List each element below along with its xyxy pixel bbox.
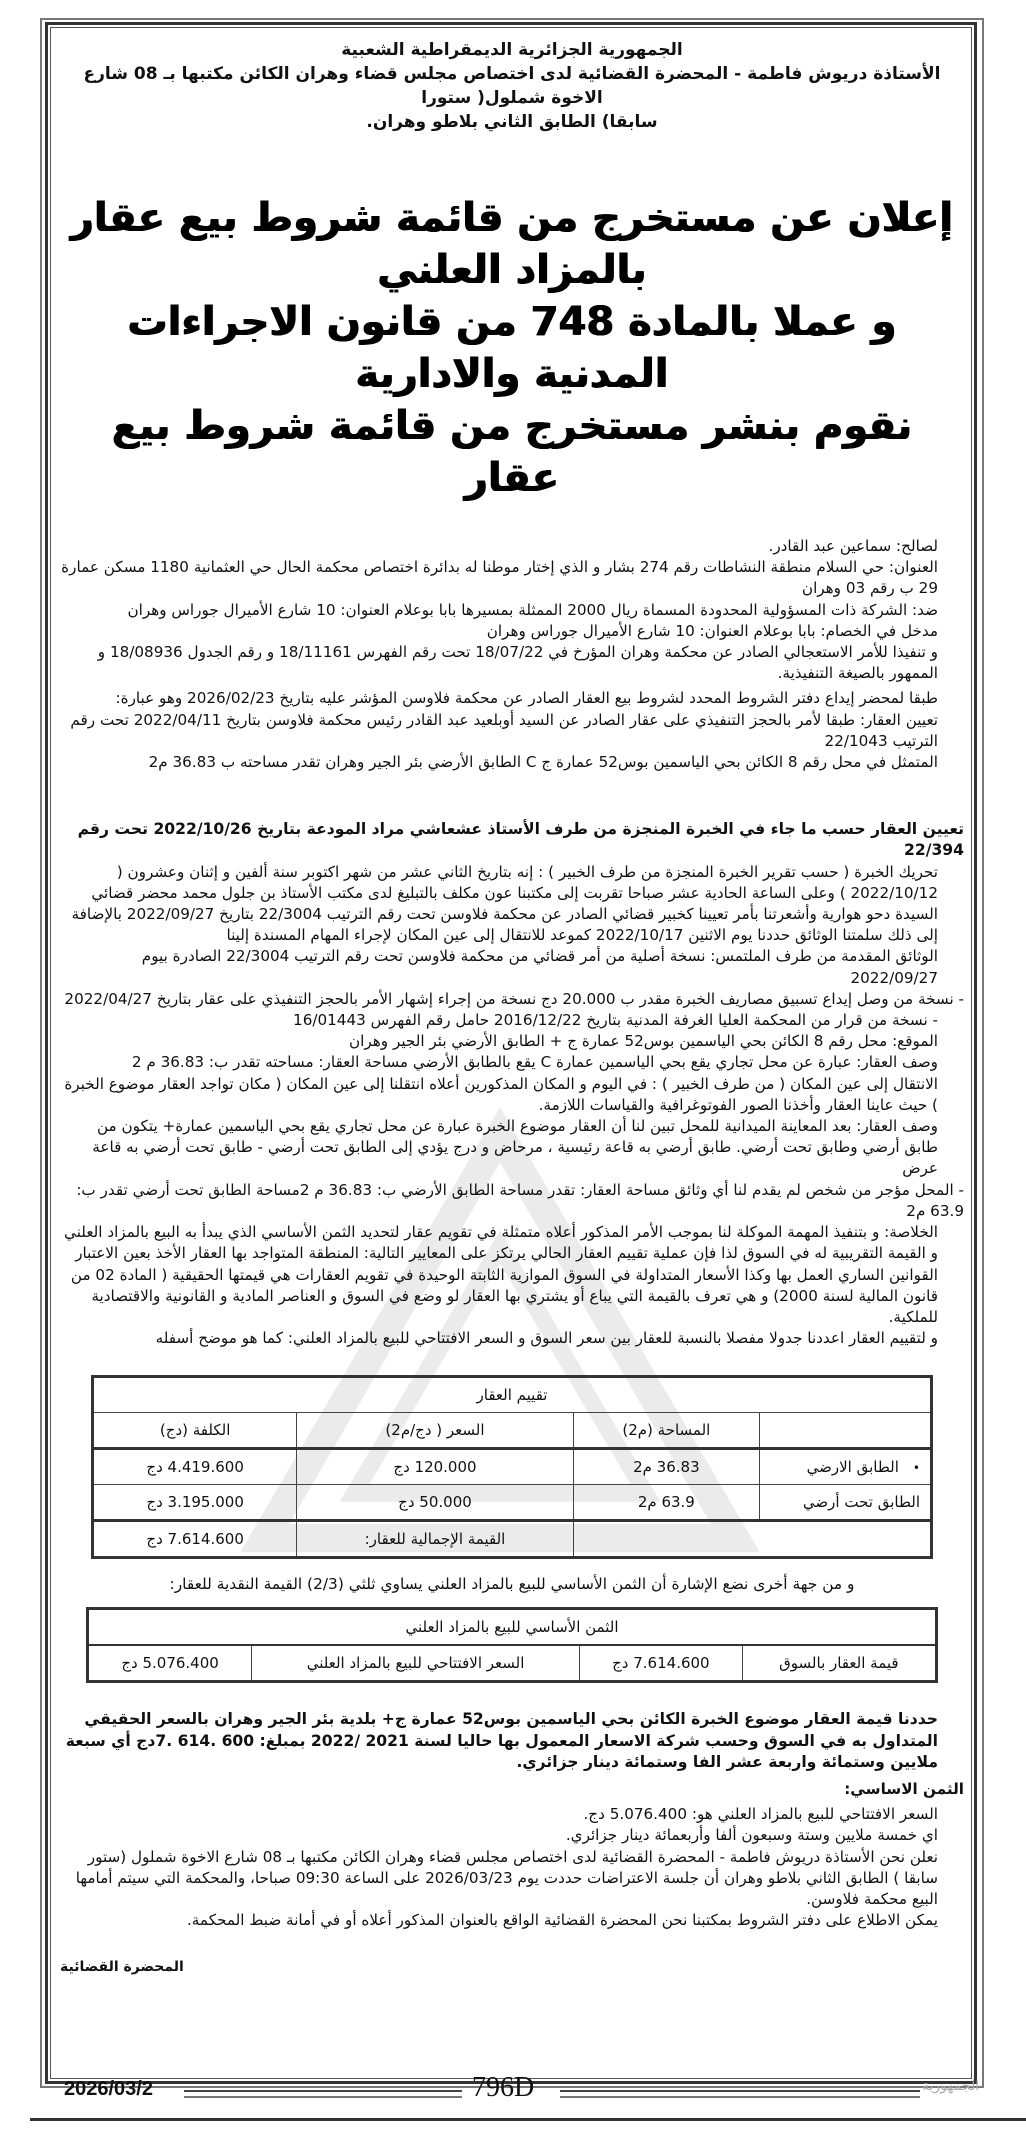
newspaper-brand: الجمهورية — [922, 2078, 980, 2094]
expertise-section — [60, 819, 964, 1349]
title-line-2: و عملا بالمادة 748 من قانون الاجراءات المدنية والادارية — [127, 299, 897, 397]
table-row — [88, 1645, 937, 1682]
footer-rule-left — [184, 2090, 462, 2098]
document-header — [60, 38, 964, 134]
row-cost: 3.195.000 دج — [93, 1485, 297, 1521]
expertise-p11: و لتقييم العقار اعددنا جدولا مفصلا بالنسبة للعقار بين سعر السوق و السعر الافتتاحي للبيع بالمزاد العلني: كما هو موضح أسفله — [155, 1329, 938, 1348]
valuation-table-title: تقييم العقار — [93, 1377, 932, 1413]
expertise-p4: - نسخة من قرار من المحكمة العليا الغرفة المدنية بتاريخ 2016/12/22 حامل رقم الفهرس 16/01443 — [293, 1011, 938, 1030]
deposit-p1: طبقا لمحضر إيداع دفتر الشروط المحدد لشروط بيع العقار الصادر عن محكمة فلاوسن المؤشر عليه بتاريخ 2026/02/23 وهو عبارة: — [115, 689, 938, 708]
deposit-p3: المتمثل في محل رقم 8 الكائن بحي الياسمين بوس52 عمارة ج C الطابق الأرضي بئر الجير وهران تقدر مساحته ب 36.83 م2 — [148, 753, 938, 772]
total-value: 7.614.600 دج — [93, 1521, 297, 1558]
header-blank — [760, 1413, 932, 1449]
republic-name: الجمهورية الجزائرية الديمقراطية الشعبية — [341, 40, 683, 60]
total-row — [93, 1521, 932, 1558]
expertise-p8: وصف العقار: بعد المعاينة الميدانية للمحل تبين لنا أن العقار موضوع الخبرة عبارة عن محل تجاري يقع بحي الياسمين عمارة+ يتكون من طابق أرضي وطابق تحت أرضي. طابق أرضي به قاعة رئيسية ، مرحاض و درج يؤدي إلى الطابق تحت أرضي - طابق تحت أرضي به قاعة عرض — [92, 1117, 938, 1178]
intervener: مدخل في الخصام: بابا بوعلام العنوان: 10 شارع الأميرال جوراس وهران — [486, 621, 938, 640]
base-price-note: و من جهة أخرى نضع الإشارة أن الثمن الأساسي للبيع بالمزاد العلني يساوي ثلثي (2/3) القيمة النقدية للعقار: — [169, 1575, 855, 1594]
base-price-heading: الثمن الاساسي: — [844, 1779, 964, 1798]
expertise-p1: تحريك الخبرة ( حسب تقرير الخبرة المنجزة من طرف الخبير ) : إنه بتاريخ الثاني عشر من شهر اكتوبر سنة ألفين و إثنان وعشرون ( 2022/10/12 ) وعلى الساعة الحادية عشر صباحا تقربت إلى مكتبنا عون مكلف بالتبليغ لدى مكتب الأستاذ بن جلول محمد محضر قضائي السيدة دحو هوارية وأشعرتنا بأمر تعيينا كخبير قضائي الصادر عن محكمة فلاوسن تحت رقم الترتيب 22/3004 بتاريخ 2022/09/27 بالإضافة إلى ذلك سلمتنا الوثائق حددنا يوم الاثنين 2022/10/17 كموعد للانتقال إلى عين المكان لإجراء المهام المسندة إلينا — [71, 862, 938, 945]
expertise-p6: وصف العقار: عبارة عن محل تجاري يقع بحي الياسمين عمارة C يقع بالطابق الأرضي مساحة العقار: مساحته تقدر ب: 36.83 م 2 — [131, 1053, 938, 1072]
bailiff-office-line1: الأستاذة دريوش فاطمة - المحضرة القضائية لدى اختصاص مجلس قضاء وهران الكائن مكتبها بـ 08 شارع الاخوة شملول( ستورا — [83, 64, 941, 108]
total-spacer — [573, 1521, 931, 1558]
ad-code: 796D — [472, 2072, 535, 2103]
announcement-title — [60, 192, 964, 504]
expertise-p7: الانتقال إلى عين المكان ( من طرف الخبير ) : في اليوم و المكان المذكورين أعلاه انتقلنا إلى عين المكان ( مكان تواجد العقار موضوع الخبرة ) حيث عاينا العقار وأخذنا الصور الفوتوغرافية والقياسات اللازمة. — [64, 1074, 938, 1114]
deposit-p2: تعيين العقار: طبقا لأمر بالحجز التنفيذي على عقار الصادر عن السيد أوبلعيد عبد القادر رئيس محكمة فلاوسن بتاريخ 2022/04/11 تحت رقم الترتيب 22/1043 — [70, 710, 938, 750]
opening-price-label: السعر الافتتاحي للبيع بالمزاد العلني — [252, 1645, 580, 1682]
expertise-p10: الخلاصة: و بتنفيذ المهمة الموكلة لنا بموجب الأمر المذكور أعلاه متمثلة في تقويم عقار لتحديد الثمن الأساسي الذي يبدأ به البيع بالمزاد العلني و القيمة التقريبية له في السوق لذا فإن عملية تقييم العقار الحالي يرتكز على المعايير التالية: المنطقة المتواجد بها العقار الأخذ بعين الاعتبار القوانين الساري العمل بها وكذا الأسعار المتداولة في السوق الموازية الثابتة الوحيدة في تقويم العقارات هي قيمتها الحقيقية ( المادة 02 من قانون المالية لسنة 2000) و هي تعرف بالقيمة التي يباع أو يشتري بها العقار لو وضع في السوق و العناصر المادية و القانونية والاقتصادية للملكية. — [64, 1223, 938, 1326]
signature — [60, 1959, 964, 1975]
row-cost: 4.419.600 دج — [93, 1449, 297, 1485]
plaintiff-address: العنوان: حي السلام منطقة النشاطات رقم 274 بشار و الذي إختار موطنا له بدائرة اختصاص محكمة الحال حي العثمانية 1180 مسكن عمارة 29 ب رقم 03 وهران — [61, 558, 938, 598]
opening-price-words: اي خمسة ملايين وستة وسبعون ألفا وأربعمائة دينار جزائري. — [565, 1826, 938, 1845]
market-value: 7.614.600 دج — [579, 1645, 742, 1682]
publication-date: 2026/03/2 — [64, 2078, 153, 2100]
total-label: القيمة الإجمالية للعقار: — [297, 1521, 573, 1558]
row-price: 50.000 دج — [297, 1485, 573, 1521]
table-row — [93, 1449, 932, 1485]
consultation-info: يمكن الاطلاع على دفتر الشروط بمكتبنا نحن المحضرة القضائية الواقع بالعنوان المذكور أعلاه أو في أمانة ضبط المحكمة. — [186, 1911, 938, 1930]
header-area: المساحة (م2) — [573, 1413, 759, 1449]
table-row — [93, 1485, 932, 1521]
execution-order: و تنفيذا للأمر الاستعجالي الصادر عن محكمة وهران المؤرخ في 18/07/22 تحت رقم الفهرس 18/11161 و رقم الجدول 18/08936 و الممهور بالصيغة التنفيذية. — [97, 643, 938, 683]
bullet-icon: • — [912, 1461, 920, 1476]
row-area: 63.9 م2 — [573, 1485, 759, 1521]
expertise-p9: - المحل مؤجر من شخص لم يقدم لنا أي وثائق مساحة العقار: تقدر مساحة الطابق الأرضي ب: 36.83 م 2مساحة الطابق تحت أرضي تقدر ب: 63.9 م2 — [76, 1180, 964, 1220]
row-label: الطابق تحت أرضي — [760, 1485, 932, 1521]
plaintiff: لصالح: سماعين عبد القادر. — [768, 537, 938, 555]
conclusion-p1: حددنا قيمة العقار موضوع الخبرة الكائن بحي الياسمين بوس52 عمارة ج+ بلدية بئر الجير وهران بالسعر الحقيقي المتداول به في السوق وحسب شركة الاسعار المعمول بها حاليا لسنة 2021 /2022 بمبلغ: 600 .614 .7دج أي سبعة ملايين وستمائة واربعة عشر الفا وستمائة دينار جزائري. — [65, 1710, 938, 1771]
announcement-content — [60, 38, 964, 1975]
header-cost: الكلفة (دج) — [93, 1413, 297, 1449]
conclusion-section — [60, 1709, 964, 1931]
row-price: 120.000 دج — [297, 1449, 573, 1485]
expertise-heading: تعيين العقار حسب ما جاء في الخبرة المنجزة من طرف الأستاذ عشعاشي مراد المودعة بتاريخ 2022/10/26 تحت رقم 22/394 — [77, 820, 964, 860]
row-area: 36.83 م2 — [573, 1449, 759, 1485]
expertise-p3: - نسخة من وصل إيداع تسبيق مصاريف الخبرة مقدر ب 20.000 دج نسخة من إجراء إشهار الأمر بالحجز التنفيذي على عقار بتاريخ 2022/04/27 — [64, 989, 964, 1008]
expertise-p5: الموقع: محل رقم 8 الكائن بحي الياسمين بوس52 عمارة ج + الطابق الأرضي بئر الجير وهران — [349, 1032, 938, 1051]
hearing-announcement: نعلن نحن الأستاذة دريوش فاطمة - المحضرة القضائية لدى اختصاص مجلس قضاء وهران الكائن مكتبها بـ 08 شارع الاخوة شملول (ستور سابقا ) الطابق الثاني بلاطو وهران أن جلسة الاعتراضات حددت يوم 2026/03/23 على الساعة 09:30 صباحا، والمحكمة التي سيتم أمامها البيع محكمة فلاوسن. — [75, 1847, 938, 1908]
expertise-p2: الوثائق المقدمة من طرف الملتمس: نسخة أصلية من أمر قضائي من محكمة فلاوسن تحت رقم الترتيب 22/3004 الصادرة بيوم 2022/09/27 — [141, 947, 938, 987]
parties-section — [60, 536, 964, 684]
signature-label: المحضرة القضائية — [60, 1959, 184, 1976]
page-footer — [60, 2072, 980, 2108]
opening-price-value: 5.076.400 دج — [88, 1645, 252, 1682]
bottom-rule — [30, 2118, 1026, 2121]
base-price-table — [86, 1607, 938, 1683]
footer-rule-right — [560, 2090, 920, 2098]
title-line-1: إعلان عن مستخرج من قائمة شروط بيع عقار بالمزاد العلني — [70, 195, 954, 293]
row-label: •الطابق الارضي — [760, 1449, 932, 1485]
title-line-3: نقوم بنشر مستخرج من قائمة شروط بيع عقار — [111, 403, 913, 501]
valuation-table — [91, 1375, 933, 1559]
bailiff-office-line2: سابقا) الطابق الثاني بلاطو وهران. — [366, 112, 658, 132]
defendant: ضد: الشركة ذات المسؤولية المحدودة المسماة ريال 2000 الممثلة بمسيرها بابا بوعلام العنوان: 10 شارع الأميرال جوراس وهران — [127, 600, 938, 619]
base-table-title: الثمن الأساسي للبيع بالمزاد العلني — [88, 1609, 937, 1646]
market-value-label: قيمة العقار بالسوق — [742, 1645, 936, 1682]
opening-price-text: السعر الافتتاحي للبيع بالمزاد العلني هو: 5.076.400 دج. — [583, 1805, 938, 1824]
header-price: السعر ( دج/م2) — [297, 1413, 573, 1449]
deposit-section — [60, 688, 964, 773]
